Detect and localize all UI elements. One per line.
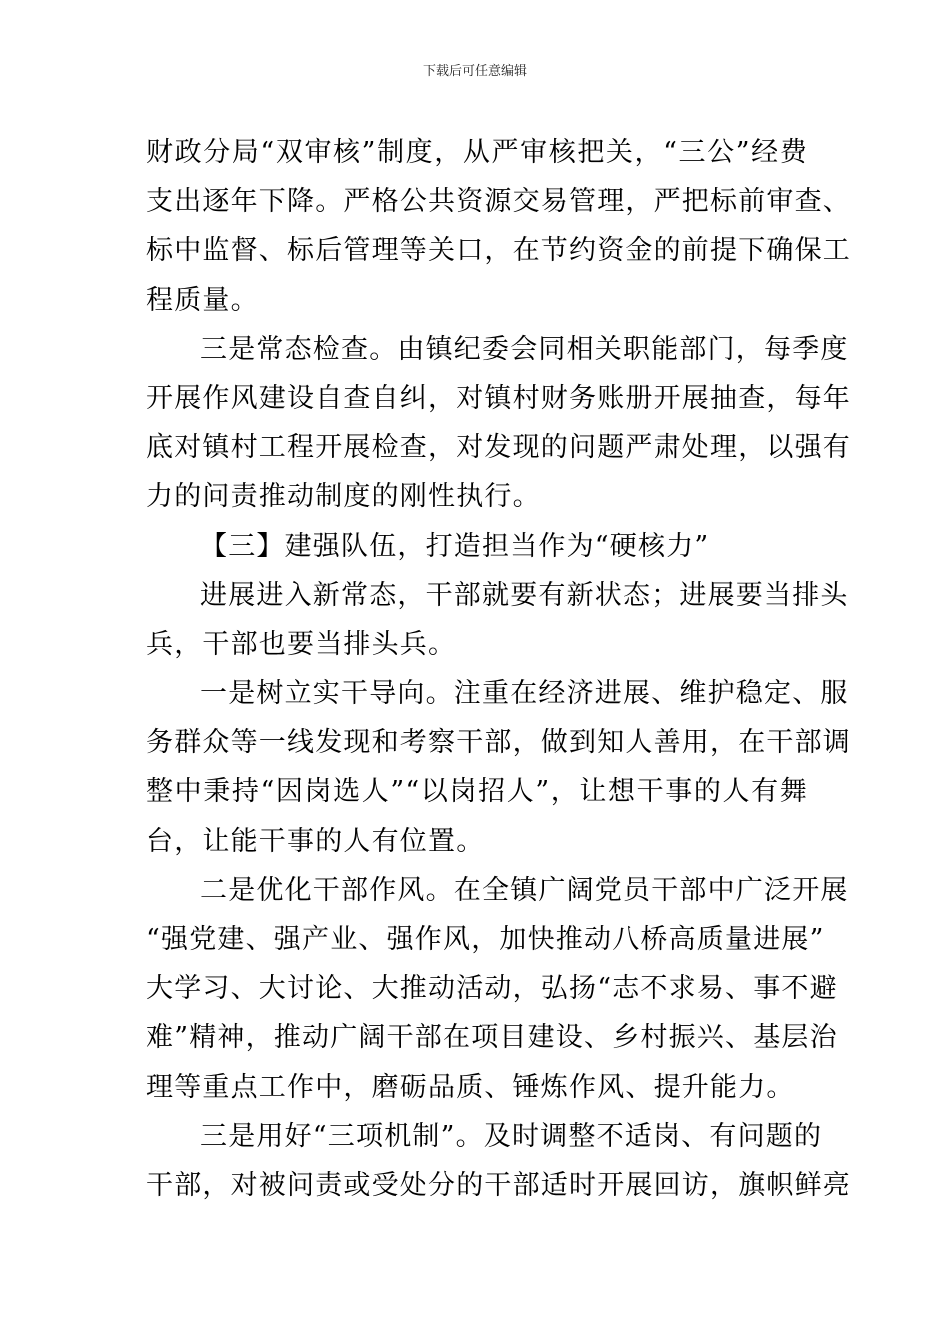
text-line: 支出逐年下降。严格公共资源交易管理，严把标前审查、 [146,186,851,218]
text-line: 财政分局“双审核”制度，从严审核把关，“三公”经费 [146,137,808,168]
section-heading: 【三】建强队伍，打造担当作为“硬核力” [200,530,710,562]
text-line: 理等重点工作中，磨砺品质、锤炼作风、提升能力。 [146,1071,795,1103]
text-line: 干部，对被问责或受处分的干部适时开展回访，旗帜鲜亮 [146,1169,851,1201]
text-line: 难”精神，推动广阔干部在项目建设、乡村振兴、基层治 [146,1022,838,1054]
page-header: 下载后可任意编辑 [422,64,527,79]
text-line: 程质量。 [146,284,259,316]
text-line: 整中秉持“因岗选人”“以岗招人”，让想干事的人有舞 [146,776,808,808]
text-line: 兵，干部也要当排头兵。 [146,628,457,660]
text-line: 力的问责推动制度的刚性执行。 [146,481,541,513]
paragraph-start-line: 进展进入新常态，干部就要有新状态；进展要当排头 [200,579,849,611]
paragraph-start-line: 三是常态检查。由镇纪委会同相关职能部门，每季度 [200,333,849,365]
paragraph-start-line: 二是优化干部作风。在全镇广阔党员干部中广泛开展 [200,874,849,906]
document-body [146,128,851,1210]
text-line: 务群众等一线发现和考察干部，做到知人善用，在干部调 [146,727,851,759]
text-line: “强党建、强产业、强作风，加快推动八桥高质量进展” [146,924,825,955]
paragraph-start-line: 三是用好“三项机制”。及时调整不适岗、有问题的 [200,1120,823,1152]
text-line: 台，让能干事的人有位置。 [146,825,485,857]
text-line: 标中监督、标后管理等关口，在节约资金的前提下确保工 [146,235,851,267]
paragraph-start-line: 一是树立实干导向。注重在经济进展、维护稳定、服 [200,678,849,710]
text-line: 开展作风建设自查自纠，对镇村财务账册开展抽查，每年 [146,382,851,414]
text-line: 大学习、大讨论、大推动活动，弘扬“志不求易、事不避 [146,973,838,1005]
text-line: 底对镇村工程开展检查，对发现的问题严肃处理，以强有 [146,432,851,464]
